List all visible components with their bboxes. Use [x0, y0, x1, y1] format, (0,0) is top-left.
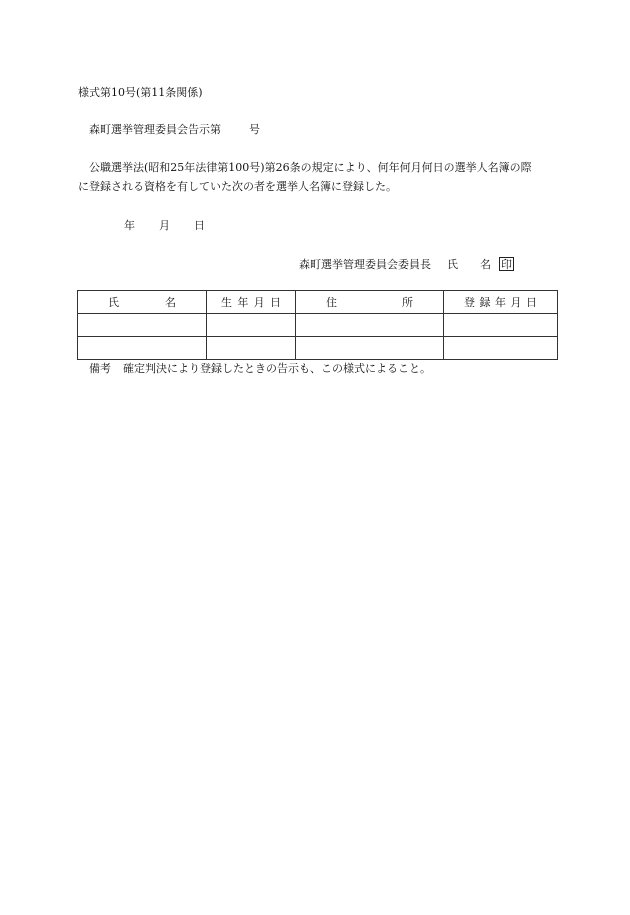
- cell-address: [296, 337, 444, 360]
- signatory-name-char-2: 名: [480, 258, 491, 271]
- remarks: [89, 363, 431, 374]
- header-birthdate-char: 年: [237, 296, 249, 309]
- date-day: 日: [194, 219, 205, 232]
- notice-suffix: 号: [249, 123, 260, 136]
- signature-line: [299, 257, 514, 271]
- form-number: 様式第10号(第11条関係): [78, 86, 203, 99]
- body-text-line-1: 公職選挙法(昭和25年法律第100号)第26条の規定により、何年何月何日の選挙人名簿の際: [89, 161, 532, 174]
- register-table: [77, 290, 558, 360]
- cell-birthdate: [207, 337, 296, 360]
- date-month: 月: [159, 219, 170, 232]
- header-address: [296, 291, 444, 314]
- cell-registration-date: [444, 314, 558, 337]
- remarks-text: 確定判決により登録したときの告示も、この様式によること。: [123, 362, 431, 375]
- signatory-title: 森町選挙管理委員会委員長: [299, 258, 431, 271]
- cell-birthdate: [207, 314, 296, 337]
- header-registration-date-char: 年: [495, 296, 506, 309]
- header-registration-date-char: 月: [510, 296, 522, 309]
- table-row: [78, 314, 558, 337]
- notice-line: [89, 124, 260, 135]
- signatory-name-char-1: 氏: [447, 258, 458, 271]
- body-text-line-2: に登録される資格を有していた次の者を選挙人名簿に登録した。: [78, 180, 397, 193]
- header-name-char: 名: [165, 296, 176, 309]
- header-birthdate-char: 月: [253, 296, 265, 309]
- header-address-char: 所: [402, 296, 413, 309]
- cell-name: [78, 337, 207, 360]
- cell-name: [78, 314, 207, 337]
- remarks-label: 備考: [89, 362, 111, 375]
- header-address-char: 住: [326, 296, 337, 309]
- date-year: 年: [124, 219, 135, 232]
- cell-address: [296, 314, 444, 337]
- notice-prefix: 森町選挙管理委員会告示第: [89, 123, 221, 136]
- table-header-row: [78, 291, 558, 314]
- header-birthdate-char: 日: [269, 296, 281, 309]
- cell-registration-date: [444, 337, 558, 360]
- header-birthdate-char: 生: [221, 296, 232, 309]
- header-registration-date-char: 日: [526, 296, 537, 309]
- header-name-char: 氏: [108, 296, 119, 309]
- header-registration-date-char: 録: [479, 296, 491, 309]
- seal-mark: 印: [501, 258, 512, 271]
- header-registration-date-char: 登: [464, 296, 475, 309]
- header-registration-date: [444, 291, 558, 314]
- date-line: [124, 220, 205, 231]
- header-name: [78, 291, 207, 314]
- header-birthdate: [207, 291, 296, 314]
- table-row: [78, 337, 558, 360]
